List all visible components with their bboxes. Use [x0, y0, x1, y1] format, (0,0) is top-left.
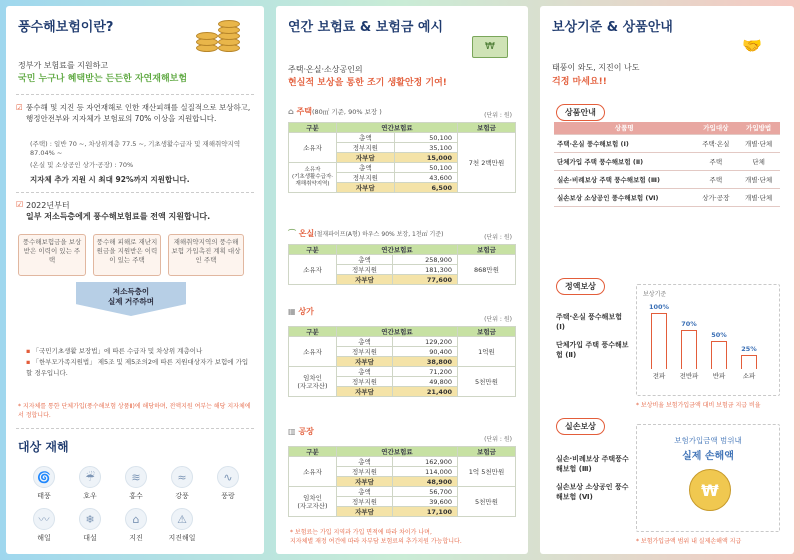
ratio-bar — [681, 330, 697, 369]
panel3-title: 보상기준 & 상품안내 — [552, 20, 673, 35]
product-row: 주택·온실 풍수해보험 (Ⅰ) 주택·온실 개별·단체 — [554, 134, 780, 152]
fixed-item-1: 주택·온실 풍수해보험 (Ⅰ) — [556, 313, 622, 331]
panel1-sub1: 정부가 보험료를 지원하고 — [18, 61, 109, 70]
actual-item-1: 실손·비례보상 주택풍수해보험 (Ⅲ) — [556, 455, 629, 473]
factory-table: 구분 연간보험료 보험금 소유자 총액 162,900 1억 5천만원 정부지원 114,000 자부담 48,900 임차인 (자고자산) 총액 56,700 5천만원 정부지원 39,600 자부담 17,100 — [288, 446, 516, 517]
panel-about — [6, 6, 264, 554]
ratio-chart — [636, 284, 780, 396]
wave-icon: ∿ 풍랑 — [208, 466, 248, 501]
panel3-sub2: 걱정 마세요!! — [552, 77, 607, 87]
handshake-icon: 🤝 — [742, 36, 762, 55]
actual-comp-pill: 실손보상 — [556, 418, 605, 435]
factory-icon: ▥ — [288, 427, 296, 436]
typhoon-icon: 🌀 태풍 — [24, 466, 64, 501]
condition-box-2: 풍수해 피해로 재난지원금을 지원받은 이력이 있는 주택 — [93, 234, 161, 276]
heavy-rain-icon: ☔ 호우 — [70, 466, 110, 501]
panel1-2022a: 2022년부터 — [26, 201, 70, 210]
coins-icon — [196, 14, 246, 54]
greenhouse-table: 구분 연간보험료 보험금 소유자 총액 258,900 868만원 정부지원 181,300 자부담 77,600 — [288, 244, 516, 285]
panel1-2022b: 일부 저소득층에게 풍수해보험료를 전액 지원합니다. — [26, 212, 211, 221]
panel1-note3: 지자체 추가 지원 시 최대 92%까지 지원합니다. — [30, 175, 190, 184]
green-cond: (철재파이프(A형) 하우스 90% 보장, 1천㎡ 기준) — [314, 231, 444, 238]
actual-text1: 보험가입금액 범위내 — [674, 436, 742, 445]
panel1-note1: (주택) : 일반 70 ~, 차상위계층 77.5 ~, 기초생활수급자 및 재해취약지역 87.04% ~ — [30, 140, 241, 157]
ratio-label: 전파 — [652, 372, 666, 380]
money-icon: ₩ — [472, 36, 508, 58]
tsunami-icon: 〰 해일 — [24, 508, 64, 543]
ratio-pct: 50% — [711, 331, 727, 339]
ratio-label: 전반파 — [679, 372, 699, 380]
ratio-bar — [741, 355, 757, 369]
product-table: 상품명 가입대상 가입방법 주택·온실 풍수해보험 (Ⅰ) 주택·온실 개별·단체 단체가입 주택 풍수해보험 (Ⅱ) 주택 단체 실손·비례보상 주택 풍수해보험 (Ⅲ) 주택 개별·단체 실손보상 소상공인 풍수해보험 (Ⅵ) 상가·공장 개별·단체 — [554, 122, 780, 207]
store-unit: (단위 : 원) — [484, 316, 512, 323]
panel3-sub1: 태풍이 와도, 지진이 나도 — [552, 63, 640, 72]
low-income-1: 저소득층이 — [112, 287, 150, 296]
house-title: 주택 — [296, 107, 312, 116]
greenhouse-icon: ⌒ — [288, 229, 296, 238]
panel1-foot: * 지자체를 통한 단체가입(풍수해보험 상품Ⅱ)에 해당하며, 전액지원 여부는 해당 지자체에서 정합니다. — [18, 403, 251, 419]
earthquake-tsunami-icon: ⚠ 지진해일 — [162, 508, 202, 543]
fixed-comp-pill: 정액보상 — [556, 278, 605, 295]
actual-note: * 보험가입금액 범위 내 실제손해액 지급 — [636, 538, 742, 545]
check-icon: ☑ — [16, 200, 24, 209]
condition-box-3: 재해취약지역의 풍수해보험 가입촉진 계획 대상인 주택 — [168, 234, 244, 276]
store-icon: ▦ — [288, 307, 296, 316]
snow-icon: ❄ 대설 — [70, 508, 110, 543]
actual-box — [636, 424, 780, 532]
ratio-pct: 70% — [681, 319, 697, 328]
store-table: 구분 연간보험료 보험금 소유자 총액 129,200 1억원 정부지원 90,400 자부담 38,800 임차인 (자고자산) 총액 71,200 5천만원 정부지원 49,800 자부담 21,400 — [288, 326, 516, 397]
store-title: 상가 — [298, 307, 314, 316]
bullet-icon: ▪ — [26, 347, 31, 355]
product-row: 실손보상 소상공인 풍수해보험 (Ⅵ) 상가·공장 개별·단체 — [554, 188, 780, 206]
ratio-note: * 보상비율 보험가입금액 대비 보험금 지급 비율 — [636, 402, 761, 409]
actual-item-2: 실손보상 소상공인 풍수해보험 (Ⅵ) — [556, 483, 629, 501]
panel2-sub2: 현실적 보상을 통한 조기 생활안정 기여! — [288, 78, 447, 88]
ratio-bar — [651, 313, 667, 369]
ratio-pct: 25% — [741, 345, 757, 353]
check-icon: ☑ — [16, 103, 23, 112]
panel2-foot2: 지자체별 재정 여건에 따라 자부담 보험료의 추가지원 가능합니다. — [290, 538, 462, 545]
strong-wind-icon: ≈ 강풍 — [162, 466, 202, 501]
condition-box-1: 풍수해보험금을 보상받은 이력이 있는 주택 — [18, 234, 86, 276]
ratio-label: 반파 — [712, 372, 726, 380]
panel1-sub2: 국민 누구나 혜택받는 든든한 자연재해보험 — [18, 74, 188, 84]
green-title: 온실 — [298, 229, 315, 238]
product-row: 단체가입 주택 풍수해보험 (Ⅱ) 주택 단체 — [554, 152, 780, 170]
house-icon: ⌂ — [288, 107, 294, 116]
flood-icon: ≋ 홍수 — [116, 466, 156, 501]
panel2-title: 연간 보험료 & 보험금 예시 — [288, 20, 444, 35]
disaster-title: 대상 재해 — [18, 440, 69, 454]
panel1-b2: 「한부모가족지원법」 제5조 및 제5조의2에 따른 지원대상자가 보험에 가입할 경우입니다. — [26, 358, 249, 377]
green-unit: (단위 : 원) — [484, 234, 512, 241]
house-cond: (80㎡ 기준, 90% 보장 ) — [312, 108, 382, 116]
panel1-note2: (온실 및 소상공인 상가·공장) : 70% — [30, 161, 134, 169]
house-unit: (단위 : 원) — [484, 112, 512, 119]
factory-title: 공장 — [298, 427, 314, 436]
product-pill: 상품안내 — [556, 104, 605, 121]
earthquake-icon: ⌂ 지진 — [116, 508, 156, 543]
ratio-bar — [711, 341, 727, 369]
panel-compensation — [540, 6, 794, 554]
panel2-foot1: * 보험료는 가입 지역과 가입 면적에 따라 차이가 나며, — [290, 529, 432, 536]
ratio-chart-title: 보상기준 — [643, 291, 667, 298]
panel2-sub1: 주택·온실·소상공인의 — [288, 65, 363, 74]
factory-unit: (단위 : 원) — [484, 436, 512, 443]
fixed-item-2: 단체가입 주택 풍수해보험 (Ⅱ) — [556, 341, 629, 359]
panel1-b1: 「국민기초생활 보장법」에 따른 수급자 및 차상위 계층이나 — [32, 347, 203, 355]
money-bag-icon: ₩ — [689, 469, 731, 511]
actual-text2: 실제 손해액 — [682, 451, 734, 462]
bullet-icon: ▪ — [26, 358, 31, 366]
ratio-pct: 100% — [648, 303, 670, 311]
product-row: 실손·비례보상 주택 풍수해보험 (Ⅲ) 주택 개별·단체 — [554, 170, 780, 188]
low-income-2: 실제 거주하며 — [107, 297, 155, 306]
panel1-title: 풍수해보험이란? — [18, 20, 114, 35]
panel-premium-example — [276, 6, 528, 554]
ratio-label: 소파 — [742, 372, 756, 380]
panel1-desc: 풍수해 및 지진 등 자연재해로 인한 재산피해를 실질적으로 보상하고, 행정안전부와 지자체가 보험료의 70% 이상을 지원합니다. — [26, 103, 251, 123]
house-table: 구분 연간보험료 보험금 소유자 총액 50,100 7천 2백만원 정부지원 35,100 자부담 15,000 소유자 (기초생활수급자·재해취약지역) 총액 50,100 정부지원 43,600 자부담 6,500 — [288, 122, 516, 193]
